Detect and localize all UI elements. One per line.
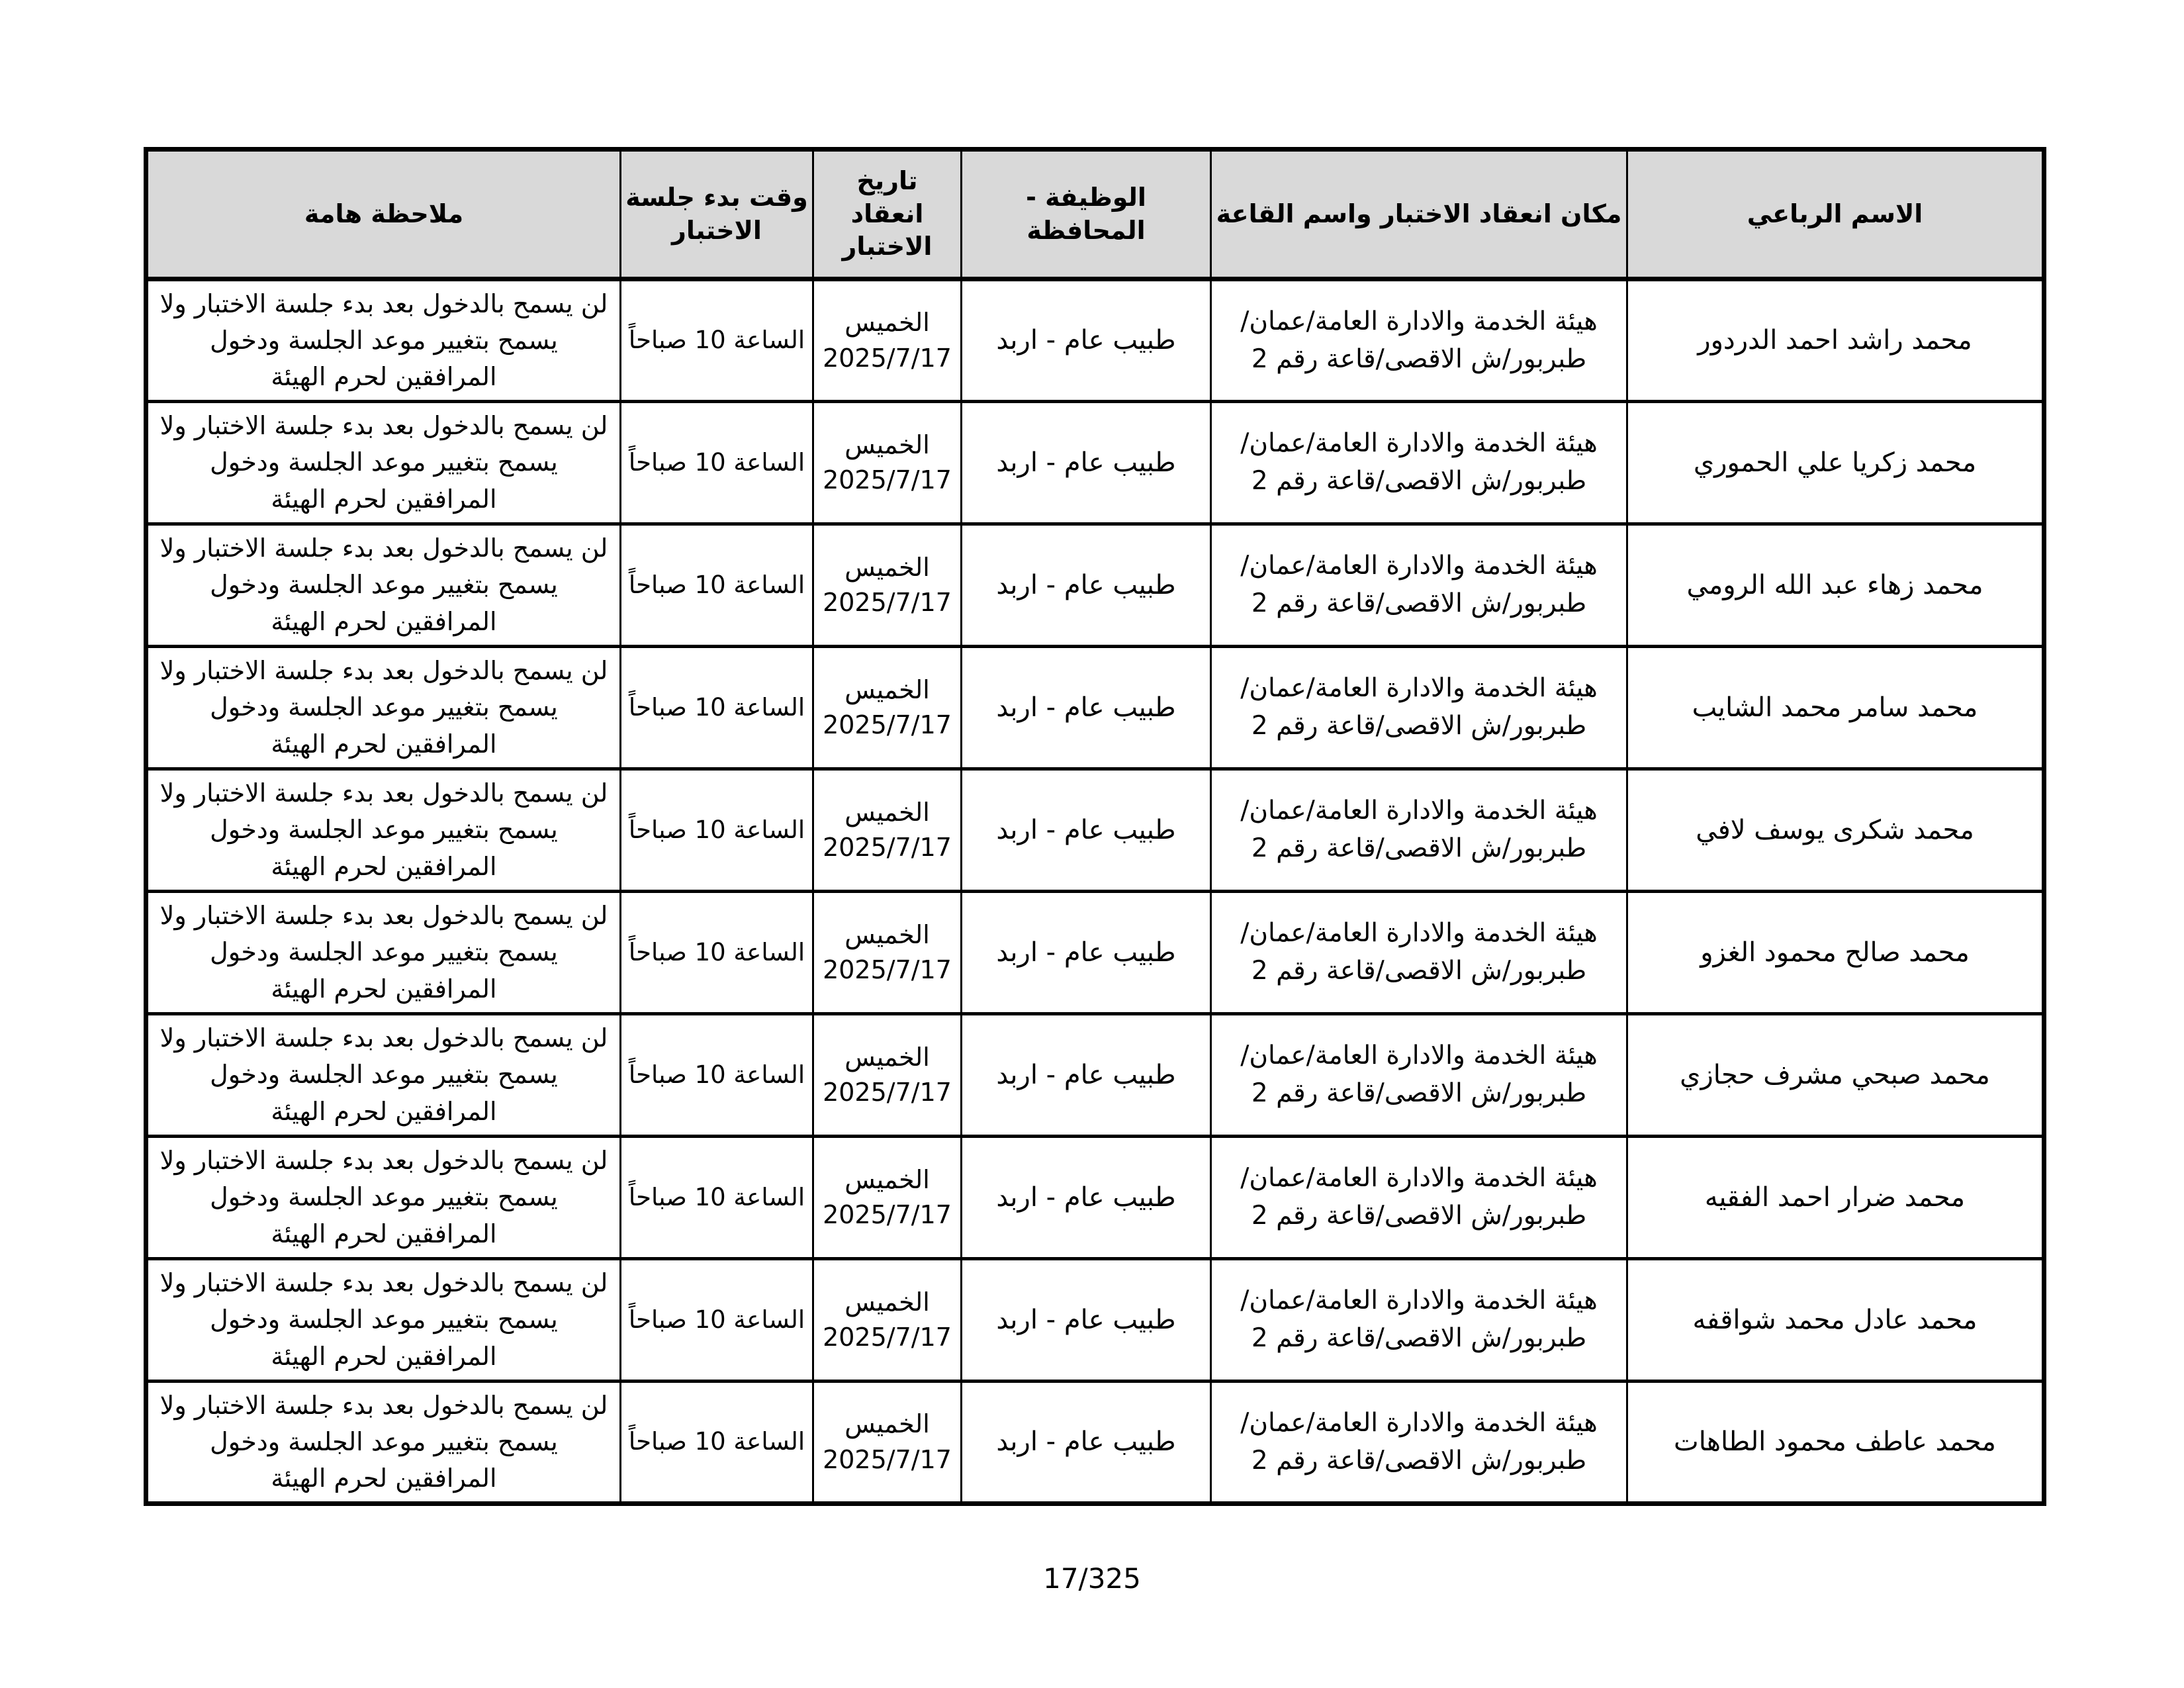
exam-date: 2025/7/17 [823, 833, 952, 862]
header-venue: مكان انعقاد الاختبار واسم القاعة [1211, 150, 1627, 279]
cell-venue: هيئة الخدمة والادارة العامة/عمان/طبربور/ش الاقصى/قاعة رقم 2 [1211, 1382, 1627, 1504]
cell-job-governorate: طبيب عام - اربد [962, 1382, 1211, 1504]
cell-important-note: لن يسمح بالدخول بعد بدء جلسة الاختبار ولا يسمح بتغيير موعد الجلسة ودخول المرافقين لحرم الهيئة [146, 524, 621, 647]
exam-day: الخميس [844, 308, 930, 338]
cell-important-note: لن يسمح بالدخول بعد بدء جلسة الاختبار ولا يسمح بتغيير موعد الجلسة ودخول المرافقين لحرم الهيئة [146, 1382, 621, 1504]
cell-job-governorate: طبيب عام - اربد [962, 524, 1211, 647]
cell-full-name: محمد عاطف محمود الطاهات [1627, 1382, 2044, 1504]
cell-job-governorate: طبيب عام - اربد [962, 647, 1211, 769]
cell-job-governorate: طبيب عام - اربد [962, 402, 1211, 524]
cell-exam-date [813, 647, 962, 769]
cell-venue: هيئة الخدمة والادارة العامة/عمان/طبربور/ش الاقصى/قاعة رقم 2 [1211, 402, 1627, 524]
cell-important-note: لن يسمح بالدخول بعد بدء جلسة الاختبار ولا يسمح بتغيير موعد الجلسة ودخول المرافقين لحرم الهيئة [146, 647, 621, 769]
table-row [146, 1259, 2044, 1382]
cell-full-name: محمد شكرى يوسف لافي [1627, 769, 2044, 892]
cell-session-time: الساعة 10 صباحاً [621, 1382, 813, 1504]
cell-session-time: الساعة 10 صباحاً [621, 1137, 813, 1259]
cell-session-time: الساعة 10 صباحاً [621, 279, 813, 402]
exam-date: 2025/7/17 [823, 465, 952, 494]
cell-venue: هيئة الخدمة والادارة العامة/عمان/طبربور/ش الاقصى/قاعة رقم 2 [1211, 524, 1627, 647]
cell-important-note: لن يسمح بالدخول بعد بدء جلسة الاختبار ولا يسمح بتغيير موعد الجلسة ودخول المرافقين لحرم الهيئة [146, 1137, 621, 1259]
exam-date: 2025/7/17 [823, 1078, 952, 1107]
cell-session-time: الساعة 10 صباحاً [621, 524, 813, 647]
table-row [146, 1382, 2044, 1504]
cell-session-time: الساعة 10 صباحاً [621, 402, 813, 524]
exam-day: الخميس [844, 797, 930, 827]
cell-full-name: محمد راشد احمد الدردور [1627, 279, 2044, 402]
cell-important-note: لن يسمح بالدخول بعد بدء جلسة الاختبار ولا يسمح بتغيير موعد الجلسة ودخول المرافقين لحرم الهيئة [146, 1259, 621, 1382]
cell-session-time: الساعة 10 صباحاً [621, 1259, 813, 1382]
cell-job-governorate: طبيب عام - اربد [962, 1014, 1211, 1137]
table-row [146, 892, 2044, 1014]
cell-exam-date [813, 892, 962, 1014]
exam-date: 2025/7/17 [823, 1323, 952, 1352]
cell-session-time: الساعة 10 صباحاً [621, 1014, 813, 1137]
exam-date: 2025/7/17 [823, 343, 952, 373]
cell-exam-date [813, 279, 962, 402]
exam-date: 2025/7/17 [823, 710, 952, 739]
exam-date: 2025/7/17 [823, 588, 952, 617]
header-job: الوظيفة - المحافظة [962, 150, 1211, 279]
cell-full-name: محمد زهاء عبد الله الرومي [1627, 524, 2044, 647]
cell-important-note: لن يسمح بالدخول بعد بدء جلسة الاختبار ولا يسمح بتغيير موعد الجلسة ودخول المرافقين لحرم الهيئة [146, 279, 621, 402]
exam-day: الخميس [844, 552, 930, 582]
cell-exam-date [813, 524, 962, 647]
cell-exam-date [813, 1259, 962, 1382]
cell-full-name: محمد ضرار احمد الفقيه [1627, 1137, 2044, 1259]
cell-important-note: لن يسمح بالدخول بعد بدء جلسة الاختبار ولا يسمح بتغيير موعد الجلسة ودخول المرافقين لحرم الهيئة [146, 1014, 621, 1137]
exam-day: الخميس [844, 1287, 930, 1317]
cell-venue: هيئة الخدمة والادارة العامة/عمان/طبربور/ش الاقصى/قاعة رقم 2 [1211, 1259, 1627, 1382]
header-row [146, 150, 2044, 279]
table-row [146, 1014, 2044, 1137]
exam-day: الخميس [844, 675, 930, 704]
exam-day: الخميس [844, 430, 930, 459]
exam-day: الخميس [844, 1042, 930, 1072]
exam-day: الخميس [844, 1164, 930, 1194]
cell-session-time: الساعة 10 صباحاً [621, 647, 813, 769]
cell-venue: هيئة الخدمة والادارة العامة/عمان/طبربور/ش الاقصى/قاعة رقم 2 [1211, 1137, 1627, 1259]
header-name: الاسم الرباعي [1627, 150, 2044, 279]
cell-job-governorate: طبيب عام - اربد [962, 769, 1211, 892]
exam-day: الخميس [844, 1409, 930, 1439]
cell-job-governorate: طبيب عام - اربد [962, 1137, 1211, 1259]
table-row [146, 647, 2044, 769]
cell-full-name: محمد صالح محمود الغزو [1627, 892, 2044, 1014]
cell-venue: هيئة الخدمة والادارة العامة/عمان/طبربور/ش الاقصى/قاعة رقم 2 [1211, 769, 1627, 892]
cell-job-governorate: طبيب عام - اربد [962, 279, 1211, 402]
table-row [146, 279, 2044, 402]
cell-full-name: محمد سامر محمد الشايب [1627, 647, 2044, 769]
table-row [146, 524, 2044, 647]
exam-day: الخميس [844, 919, 930, 949]
cell-venue: هيئة الخدمة والادارة العامة/عمان/طبربور/ش الاقصى/قاعة رقم 2 [1211, 892, 1627, 1014]
cell-important-note: لن يسمح بالدخول بعد بدء جلسة الاختبار ولا يسمح بتغيير موعد الجلسة ودخول المرافقين لحرم الهيئة [146, 892, 621, 1014]
page-number: 17/325 [1043, 1562, 1141, 1595]
cell-session-time: الساعة 10 صباحاً [621, 892, 813, 1014]
exam-date: 2025/7/17 [823, 1200, 952, 1229]
exam-date: 2025/7/17 [823, 955, 952, 984]
cell-exam-date [813, 769, 962, 892]
cell-exam-date [813, 1382, 962, 1504]
cell-session-time: الساعة 10 صباحاً [621, 769, 813, 892]
header-time: وقت بدء جلسة الاختبار [621, 150, 813, 279]
cell-full-name: محمد عادل محمد شواقفه [1627, 1259, 2044, 1382]
table-row [146, 769, 2044, 892]
header-note: ملاحظة هامة [146, 150, 621, 279]
header-date: تاريخ انعقاد الاختبار [813, 150, 962, 279]
exam-schedule-table [144, 147, 2046, 1506]
cell-venue: هيئة الخدمة والادارة العامة/عمان/طبربور/ش الاقصى/قاعة رقم 2 [1211, 1014, 1627, 1137]
cell-exam-date [813, 1137, 962, 1259]
cell-full-name: محمد زكريا علي الحموري [1627, 402, 2044, 524]
exam-date: 2025/7/17 [823, 1444, 952, 1474]
cell-job-governorate: طبيب عام - اربد [962, 1259, 1211, 1382]
table-row [146, 1137, 2044, 1259]
cell-important-note: لن يسمح بالدخول بعد بدء جلسة الاختبار ولا يسمح بتغيير موعد الجلسة ودخول المرافقين لحرم الهيئة [146, 402, 621, 524]
cell-job-governorate: طبيب عام - اربد [962, 892, 1211, 1014]
cell-venue: هيئة الخدمة والادارة العامة/عمان/طبربور/ش الاقصى/قاعة رقم 2 [1211, 647, 1627, 769]
table-row [146, 402, 2044, 524]
cell-important-note: لن يسمح بالدخول بعد بدء جلسة الاختبار ولا يسمح بتغيير موعد الجلسة ودخول المرافقين لحرم الهيئة [146, 769, 621, 892]
cell-exam-date [813, 1014, 962, 1137]
cell-venue: هيئة الخدمة والادارة العامة/عمان/طبربور/ش الاقصى/قاعة رقم 2 [1211, 279, 1627, 402]
cell-full-name: محمد صبحي مشرف حجازي [1627, 1014, 2044, 1137]
cell-exam-date [813, 402, 962, 524]
